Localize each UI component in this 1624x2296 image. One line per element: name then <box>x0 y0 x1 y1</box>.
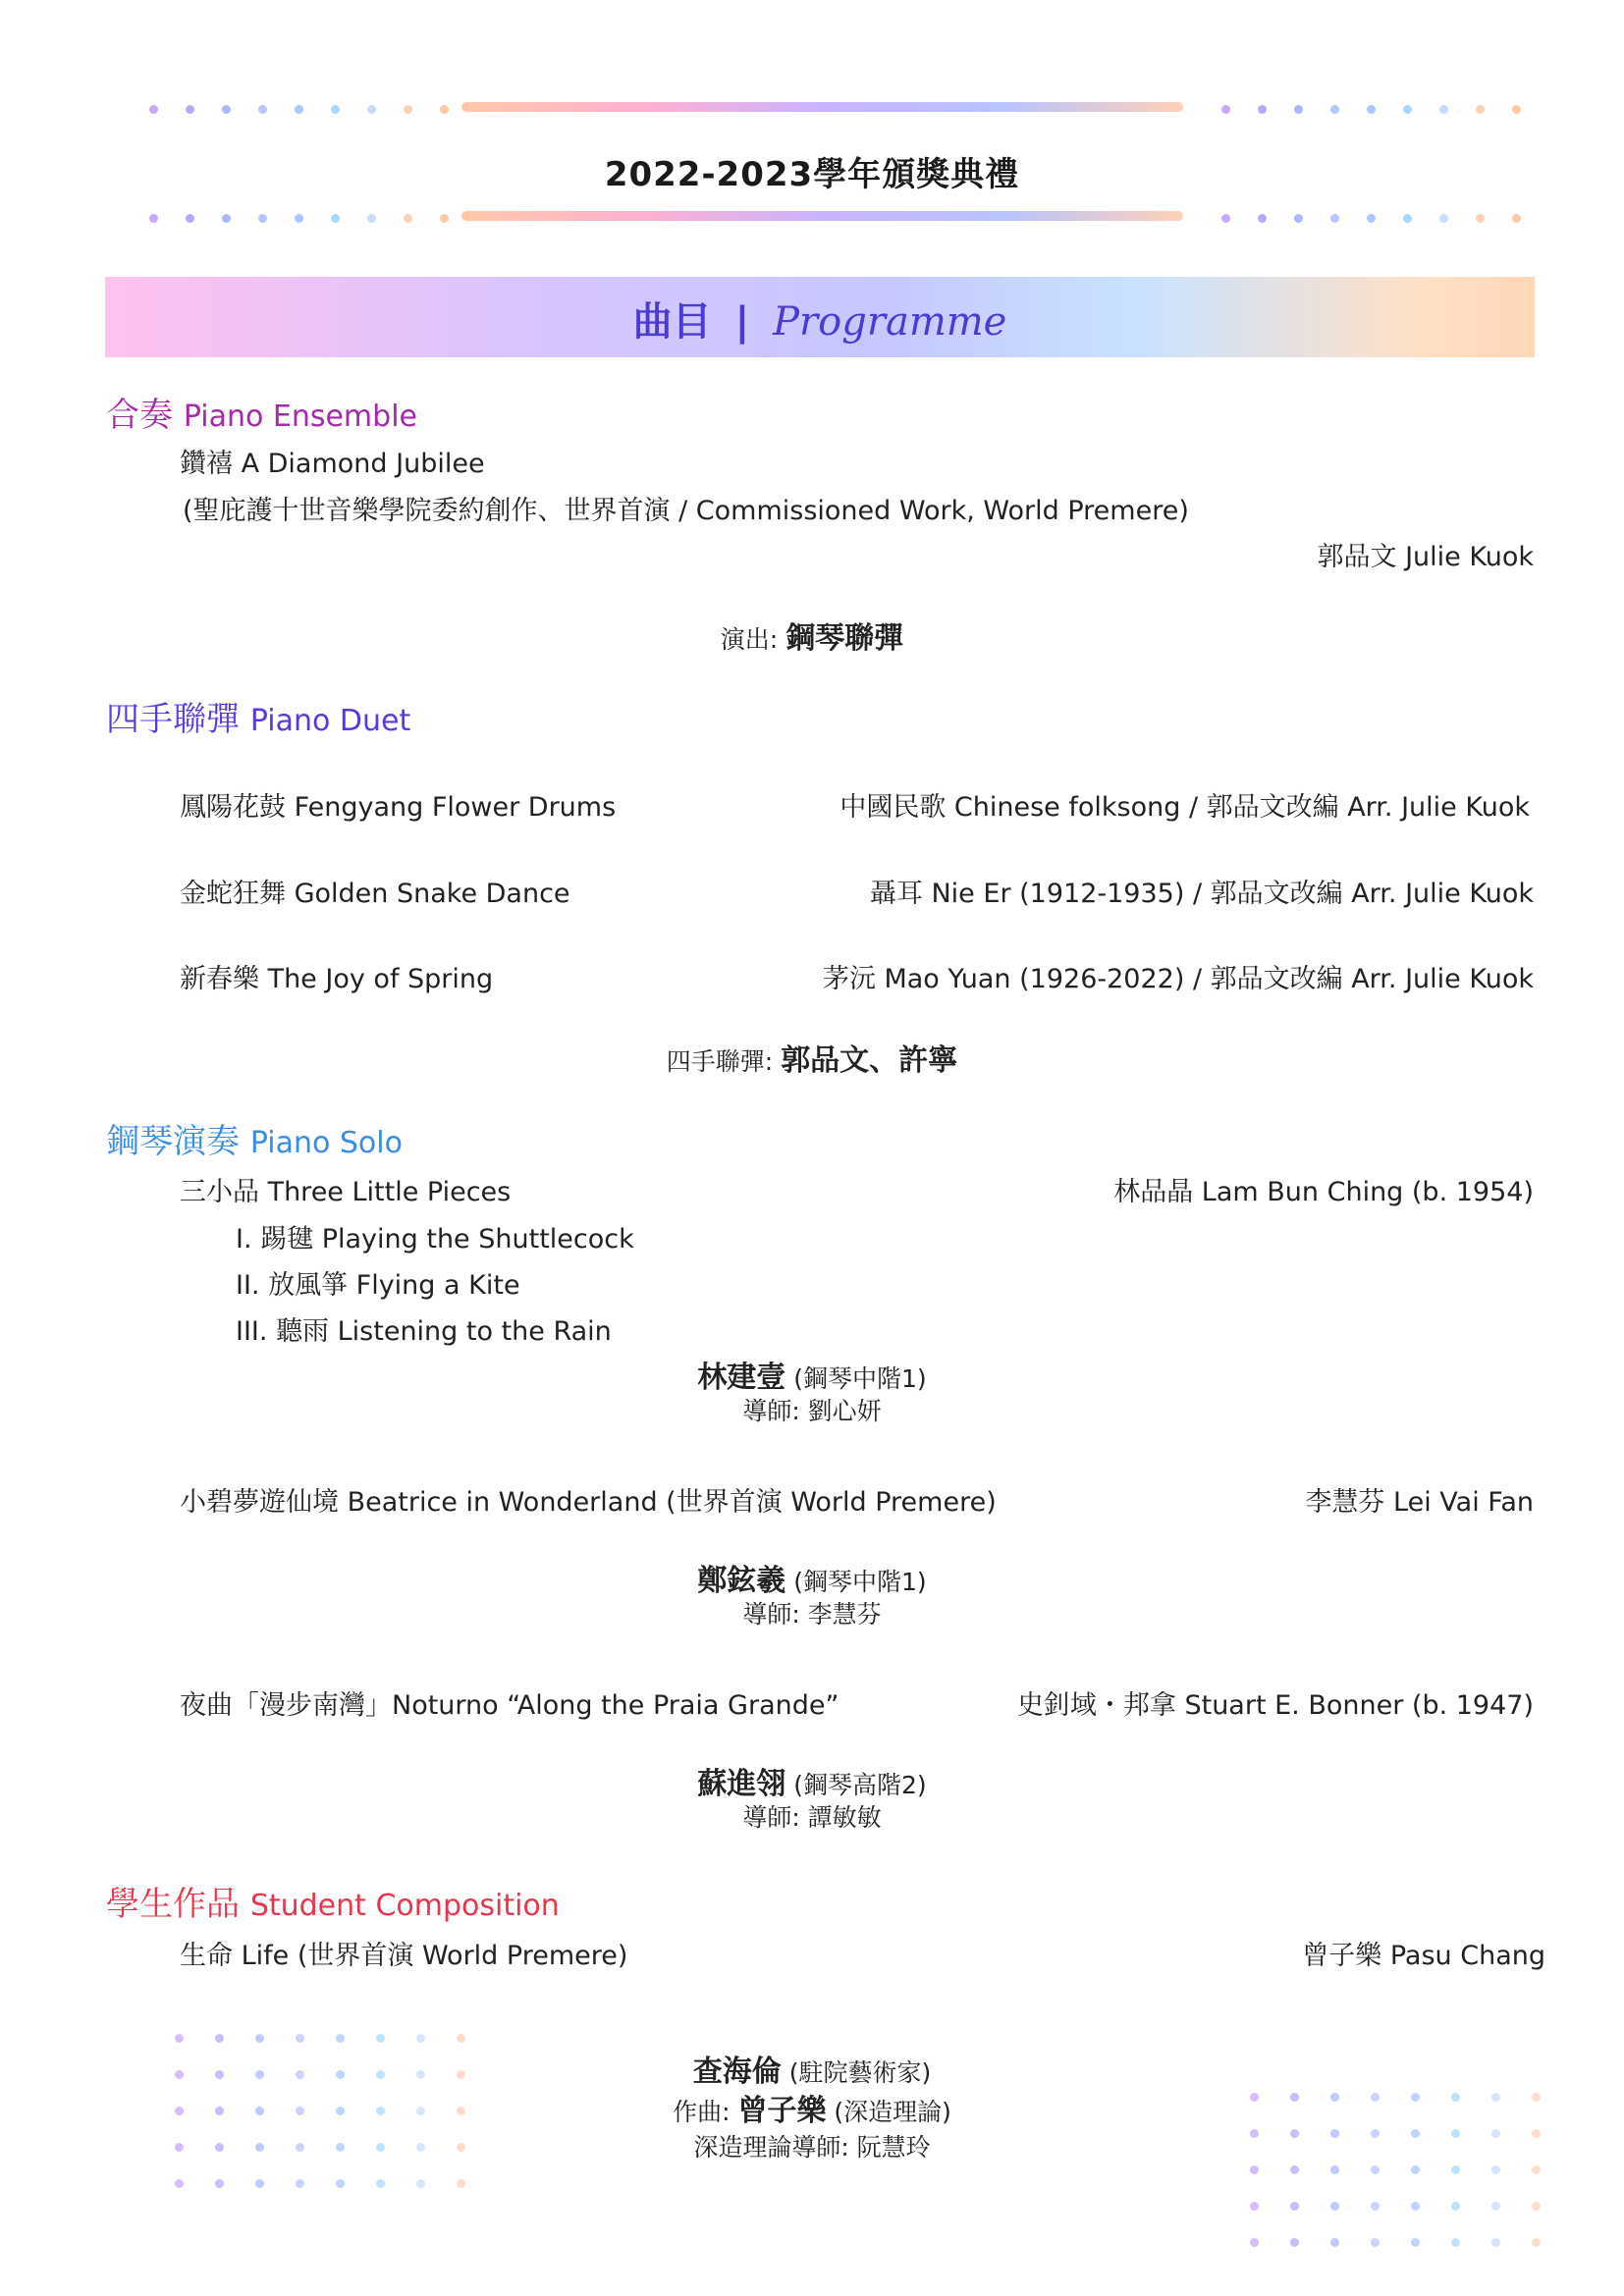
decor-dot <box>367 214 376 223</box>
composition-comp-role: (深造理論) <box>834 2098 951 2126</box>
decor-dot <box>296 2143 304 2152</box>
decor-dot <box>1330 2238 1339 2247</box>
dot-grid-bottom-right <box>1250 2093 1541 2247</box>
decor-dot <box>376 2070 385 2079</box>
decor-dot <box>1367 214 1376 223</box>
header-line-bottom <box>461 211 1183 221</box>
duet-performer-label: 四手聯彈: <box>666 1047 774 1076</box>
duet-piece-1-title: 鳳陽花鼓 Fengyang Flower Drums <box>180 792 617 823</box>
solo-performer-2-name: 鄭鉉羲 <box>697 1564 786 1598</box>
decor-dot <box>175 2034 184 2043</box>
composition-en: Student Composition <box>249 1889 560 1923</box>
decor-dot <box>1330 2202 1339 2211</box>
solo-piece-3-composer: 史釗域・邦拿 Stuart E. Bonner (b. 1947) <box>1016 1690 1534 1721</box>
decor-dot <box>1258 214 1267 223</box>
decor-dot <box>440 105 449 114</box>
decor-dot <box>336 2034 345 2043</box>
decor-dot <box>1294 105 1303 114</box>
programme-banner-text <box>105 291 1535 347</box>
section-solo-heading <box>106 1114 403 1162</box>
programme-zh: 曲目 <box>632 299 712 345</box>
composition-comp-label: 作曲: <box>673 2098 731 2126</box>
decor-dot <box>1250 2093 1259 2102</box>
solo-performer-3-teacher: 導師: 譚敏敏 <box>742 1803 882 1832</box>
section-duet-heading <box>106 692 410 740</box>
decor-dot <box>416 2034 425 2043</box>
decor-dot <box>376 2179 385 2188</box>
page-title: 2022-2023學年頒獎典禮 <box>604 155 1020 194</box>
duet-zh: 四手聯彈 <box>106 700 240 739</box>
decor-dot <box>1532 2093 1541 2102</box>
decor-dot <box>255 2034 264 2043</box>
decor-dot <box>296 2034 304 2043</box>
decor-dot <box>1294 214 1303 223</box>
ensemble-performer-label: 演出: <box>720 625 779 654</box>
ensemble-composer: 郭品文 Julie Kuok <box>1317 542 1534 572</box>
solo-zh: 鋼琴演奏 <box>106 1122 240 1161</box>
decor-dot <box>222 105 231 114</box>
ensemble-piece-title: 鑽禧 A Diamond Jubilee <box>180 449 485 479</box>
solo-piece-1-title: 三小品 Three Little Pieces <box>180 1177 512 1207</box>
header-dots-left-top <box>149 105 449 114</box>
decor-dot <box>457 2143 465 2152</box>
decor-dot <box>1451 2093 1460 2102</box>
decor-dot <box>1371 2238 1380 2247</box>
solo-performer-1-name: 林建壹 <box>697 1361 786 1395</box>
decor-dot <box>1250 2202 1259 2211</box>
decor-dot <box>376 2143 385 2152</box>
decor-dot <box>404 105 412 114</box>
decor-dot <box>440 214 449 223</box>
duet-piece-2-composer: 聶耳 Nie Er (1912-1935) / 郭品文改編 Arr. Julie Kuok <box>869 879 1534 909</box>
section-composition-heading <box>106 1877 560 1925</box>
decor-dot <box>1476 214 1485 223</box>
decor-dot <box>295 214 303 223</box>
decor-dot <box>336 2070 345 2079</box>
decor-dot <box>1250 2238 1259 2247</box>
decor-dot <box>295 105 303 114</box>
duet-performer-names: 郭品文、許寧 <box>781 1043 958 1078</box>
solo-performer-2-level: (鋼琴中階1) <box>793 1568 927 1596</box>
composition-theory-teacher: 深造理論導師: 阮慧玲 <box>693 2133 931 2162</box>
decor-dot <box>1403 105 1412 114</box>
decor-dot <box>1258 105 1267 114</box>
composition-zh: 學生作品 <box>106 1885 240 1924</box>
decor-dot <box>1532 2238 1541 2247</box>
decor-dot <box>1403 214 1412 223</box>
header-dots-left-bottom <box>149 214 449 223</box>
decor-dot <box>457 2070 465 2079</box>
decor-dot <box>255 2179 264 2188</box>
decor-dot <box>215 2107 224 2115</box>
decor-dot <box>215 2143 224 2152</box>
section-ensemble-heading <box>106 388 417 436</box>
solo-movement-3: III. 聽雨 Listening to the Rain <box>236 1316 612 1347</box>
decor-dot <box>1330 214 1339 223</box>
solo-performer-3 <box>0 1759 1624 1802</box>
duet-en: Piano Duet <box>249 704 411 738</box>
decor-dot <box>1330 2129 1339 2138</box>
decor-dot <box>1532 2202 1541 2211</box>
decor-dot <box>1290 2165 1299 2174</box>
decor-dot <box>215 2179 224 2188</box>
decor-dot <box>258 214 267 223</box>
decor-dot <box>1250 2165 1259 2174</box>
composition-performer-role: (駐院藝術家) <box>788 2058 932 2087</box>
decor-dot <box>1411 2093 1420 2102</box>
decor-dot <box>416 2070 425 2079</box>
header-dots-right-top <box>1221 105 1521 114</box>
dot-grid-bottom-left <box>175 2034 465 2188</box>
decor-dot <box>149 105 158 114</box>
decor-dot <box>331 105 340 114</box>
decor-dot <box>1371 2202 1380 2211</box>
decor-dot <box>1451 2202 1460 2211</box>
decor-dot <box>416 2107 425 2115</box>
decor-dot <box>296 2070 304 2079</box>
solo-performer-2-teacher: 導師: 李慧芬 <box>742 1600 882 1629</box>
decor-dot <box>1491 2238 1500 2247</box>
decor-dot <box>376 2107 385 2115</box>
solo-movement-1: I. 踢毽 Playing the Shuttlecock <box>236 1224 634 1255</box>
decor-dot <box>404 214 412 223</box>
ensemble-en: Piano Ensemble <box>183 400 417 434</box>
decor-dot <box>175 2070 184 2079</box>
decor-dot <box>1451 2238 1460 2247</box>
programme-separator: | <box>734 299 750 345</box>
decor-dot <box>296 2179 304 2188</box>
solo-piece-2-composer: 李慧芬 Lei Vai Fan <box>1305 1487 1534 1518</box>
composition-comp-name: 曾子樂 <box>737 2094 827 2128</box>
decor-dot <box>1512 105 1521 114</box>
decor-dot <box>1411 2202 1420 2211</box>
decor-dot <box>215 2034 224 2043</box>
solo-performer-1-level: (鋼琴中階1) <box>793 1364 927 1393</box>
decor-dot <box>1290 2093 1299 2102</box>
solo-performer-3-level: (鋼琴高階2) <box>793 1771 927 1799</box>
decor-dot <box>1367 105 1376 114</box>
decor-dot <box>1439 105 1448 114</box>
header-line-top <box>461 102 1183 112</box>
decor-dot <box>222 214 231 223</box>
decor-dot <box>336 2179 345 2188</box>
decor-dot <box>255 2070 264 2079</box>
decor-dot <box>1371 2165 1380 2174</box>
decor-dot <box>367 105 376 114</box>
decor-dot <box>1330 2093 1339 2102</box>
ensemble-piece-note: (聖庇護十世音樂學院委約創作、世界首演 / Commissioned Work, World Premere) <box>183 496 1189 526</box>
duet-piece-3-composer: 茅沅 Mao Yuan (1926-2022) / 郭品文改編 Arr. Julie Kuok <box>822 964 1534 994</box>
decor-dot <box>1371 2129 1380 2138</box>
decor-dot <box>1221 214 1230 223</box>
solo-performer-2 <box>0 1556 1624 1599</box>
decor-dot <box>336 2107 345 2115</box>
ensemble-performer <box>0 614 1624 657</box>
ensemble-zh: 合奏 <box>106 396 173 435</box>
decor-dot <box>1411 2165 1420 2174</box>
duet-piece-3-title: 新春樂 The Joy of Spring <box>180 964 494 994</box>
solo-movement-2: II. 放風箏 Flying a Kite <box>236 1270 520 1301</box>
decor-dot <box>186 105 194 114</box>
decor-dot <box>376 2034 385 2043</box>
decor-dot <box>296 2107 304 2115</box>
decor-dot <box>336 2143 345 2152</box>
decor-dot <box>1439 214 1448 223</box>
duet-piece-2-title: 金蛇狂舞 Golden Snake Dance <box>180 879 570 909</box>
decor-dot <box>457 2034 465 2043</box>
decor-dot <box>255 2107 264 2115</box>
decor-dot <box>1290 2202 1299 2211</box>
decor-dot <box>1290 2129 1299 2138</box>
duet-piece-1-composer: 中國民歌 Chinese folksong / 郭品文改編 Arr. Julie Kuok <box>839 792 1530 823</box>
decor-dot <box>457 2179 465 2188</box>
ensemble-performer-name: 鋼琴聯彈 <box>785 621 904 656</box>
decor-dot <box>255 2143 264 2152</box>
decor-dot <box>186 214 194 223</box>
decor-dot <box>215 2070 224 2079</box>
decor-dot <box>457 2107 465 2115</box>
duet-performer <box>0 1036 1624 1079</box>
decor-dot <box>175 2143 184 2152</box>
decor-dot <box>175 2179 184 2188</box>
solo-performer-1 <box>0 1353 1624 1396</box>
solo-piece-3-title: 夜曲「漫步南灣」Noturno “Along the Praia Grande” <box>180 1690 839 1721</box>
solo-performer-1-teacher: 導師: 劉心妍 <box>742 1397 882 1425</box>
solo-performer-3-name: 蘇進翎 <box>697 1767 786 1801</box>
programme-en: Programme <box>773 299 1007 345</box>
solo-en: Piano Solo <box>249 1126 403 1160</box>
decor-dot <box>1491 2165 1500 2174</box>
header-dots-right-bottom <box>1221 214 1521 223</box>
decor-dot <box>1532 2129 1541 2138</box>
decor-dot <box>1491 2093 1500 2102</box>
decor-dot <box>1451 2129 1460 2138</box>
composition-composer: 曾子樂 Pasu Chang <box>1302 1941 1545 1971</box>
decor-dot <box>258 105 267 114</box>
decor-dot <box>1411 2129 1420 2138</box>
decor-dot <box>1491 2202 1500 2211</box>
decor-dot <box>175 2107 184 2115</box>
decor-dot <box>1290 2238 1299 2247</box>
decor-dot <box>1371 2093 1380 2102</box>
decor-dot <box>416 2179 425 2188</box>
decor-dot <box>1250 2129 1259 2138</box>
decor-dot <box>149 214 158 223</box>
decor-dot <box>1221 105 1230 114</box>
decor-dot <box>416 2143 425 2152</box>
decor-dot <box>1330 105 1339 114</box>
solo-piece-2-title: 小碧夢遊仙境 Beatrice in Wonderland (世界首演 World Premere) <box>180 1487 997 1518</box>
decor-dot <box>1451 2165 1460 2174</box>
decor-dot <box>1532 2165 1541 2174</box>
decor-dot <box>1411 2238 1420 2247</box>
composition-piece-title: 生命 Life (世界首演 World Premere) <box>180 1941 628 1971</box>
solo-piece-1-composer: 林品晶 Lam Bun Ching (b. 1954) <box>1113 1177 1534 1207</box>
decor-dot <box>1330 2165 1339 2174</box>
composition-performer-name: 查海倫 <box>692 2055 782 2089</box>
programme-banner <box>105 277 1535 357</box>
decor-dot <box>1476 105 1485 114</box>
decor-dot <box>1491 2129 1500 2138</box>
decor-dot <box>1512 214 1521 223</box>
decor-dot <box>331 214 340 223</box>
